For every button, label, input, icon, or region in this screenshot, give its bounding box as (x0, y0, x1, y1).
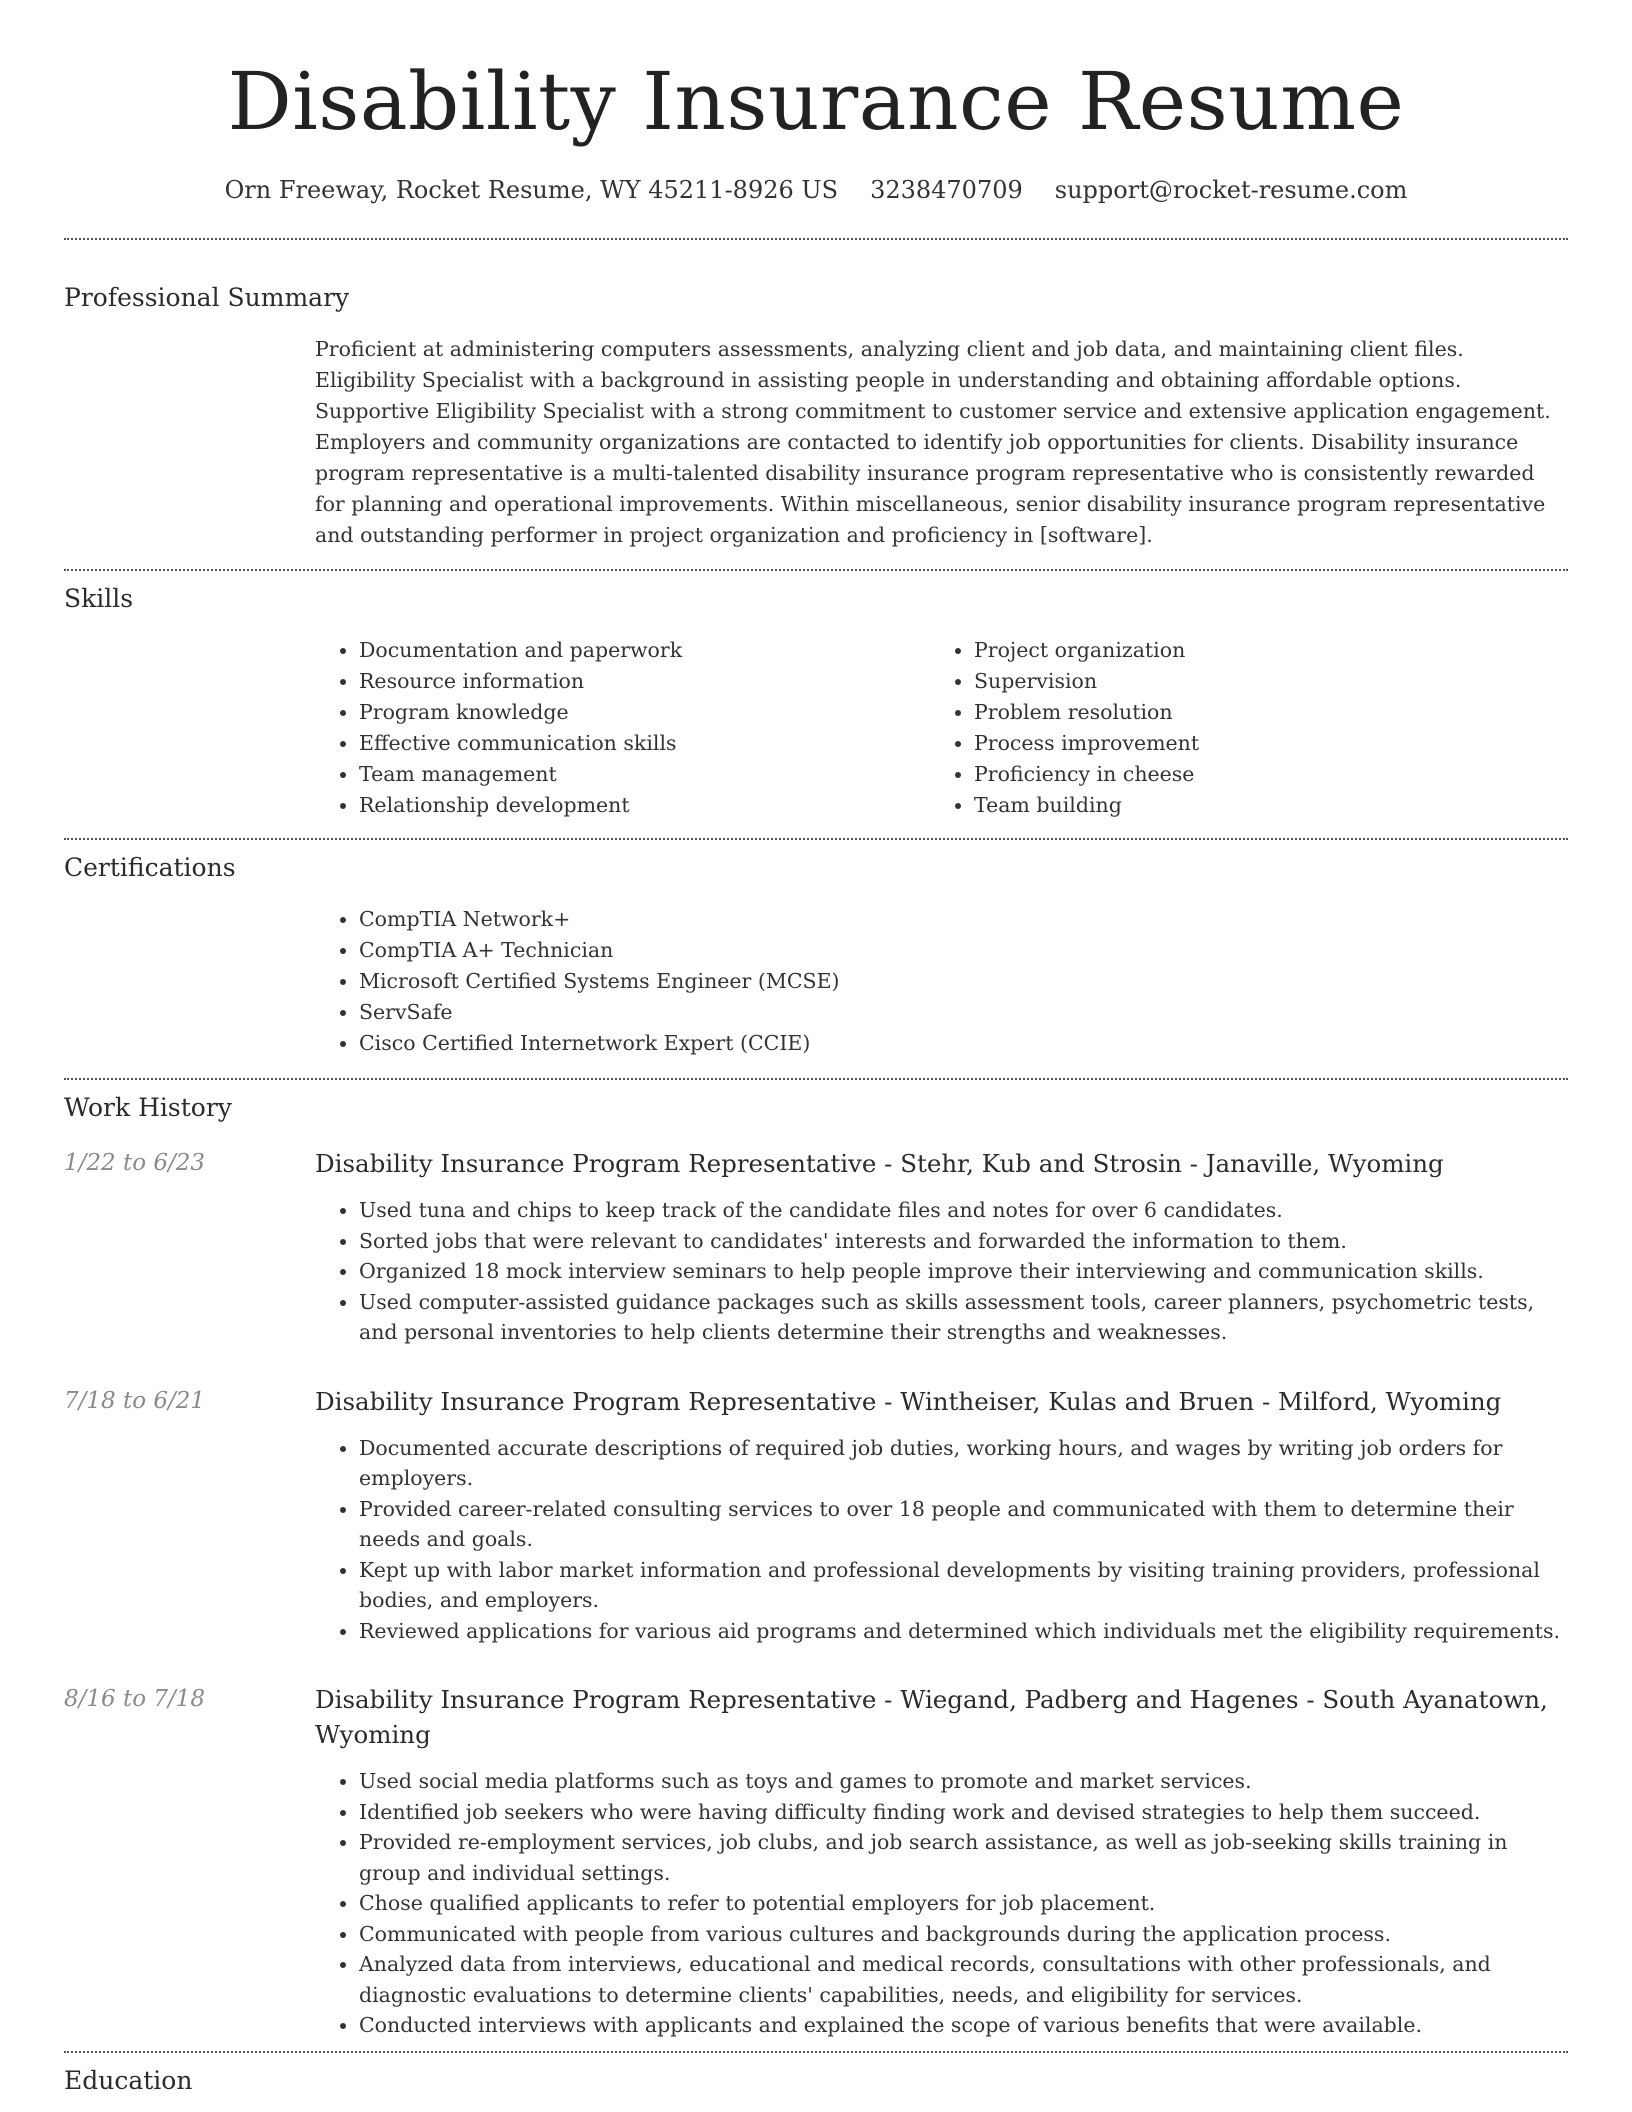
list-item: • Communicated with people from various cultures and backgrounds during the application process. (359, 1919, 1568, 1950)
job-entry (64, 1682, 1568, 2041)
job-title: Disability Insurance Program Representative - Wintheiser, Kulas and Bruen - Milford, Wyoming (315, 1386, 1502, 1416)
list-item: • Documentation and paperwork (359, 635, 930, 666)
job-bullets (315, 1433, 1568, 1647)
summary-heading: Professional Summary (64, 283, 350, 312)
education-section (64, 2065, 1568, 2097)
skills-left-list (315, 635, 930, 821)
list-item: • Microsoft Certified Systems Engineer (MCSE) (359, 966, 1568, 997)
list-item: • Process improvement (974, 728, 1545, 759)
list-item: • Team building (974, 790, 1545, 821)
list-item: • Relationship development (359, 790, 930, 821)
work-heading: Work History (64, 1093, 232, 1122)
resume-page (64, 0, 1568, 2097)
job-title: Disability Insurance Program Representative - Wiegand, Padberg and Hagenes - South Ayanatown, Wyoming (315, 1685, 1548, 1749)
certifications-divider (64, 1078, 1568, 1080)
list-item: • Reviewed applications for various aid programs and determined which individuals met the eligibility requirements. (359, 1616, 1568, 1647)
contact-email: support@rocket-resume.com (1054, 176, 1408, 204)
list-item: • Program knowledge (359, 697, 930, 728)
job-title: Disability Insurance Program Representative - Stehr, Kub and Strosin - Janaville, Wyoming (315, 1149, 1444, 1178)
header-divider (64, 238, 1568, 240)
skills-grid (315, 635, 1568, 821)
job-body (315, 1384, 1568, 1647)
list-item: • Problem resolution (974, 697, 1545, 728)
list-item: • Analyzed data from interviews, educational and medical records, consultations with other professionals, and diagnostic evaluations to determine clients' capabilities, needs, and eligibility for services. (359, 1949, 1568, 2010)
list-item: • Provided re-employment services, job clubs, and job search assistance, as well as job-seeking skills training in group and individual settings. (359, 1827, 1568, 1888)
contact-address: Orn Freeway, Rocket Resume, WY 45211-8926 US (224, 176, 839, 204)
work-divider (64, 2051, 1568, 2053)
job-date: 1/22 to 6/23 (64, 1150, 206, 1176)
certifications-heading: Certifications (64, 853, 236, 882)
resume-title: Disability Insurance Resume (227, 55, 1405, 148)
list-item: • Chose qualified applicants to refer to potential employers for job placement. (359, 1888, 1568, 1919)
job-body (315, 1682, 1568, 2041)
job-entry (64, 1384, 1568, 1647)
list-item: • Conducted interviews with applicants and explained the scope of various benefits that were available. (359, 2010, 1568, 2041)
list-item: • Team management (359, 759, 930, 790)
list-item: • Supervision (974, 666, 1545, 697)
certifications-list (315, 904, 1568, 1059)
list-item: • Resource information (359, 666, 930, 697)
job-bullets (315, 1195, 1568, 1348)
work-section (64, 1092, 1568, 2041)
list-item: • CompTIA Network+ (359, 904, 1568, 935)
job-bullets (315, 1766, 1568, 2041)
skills-right-list (930, 635, 1545, 821)
list-item: • Sorted jobs that were relevant to candidates' interests and forwarded the information to them. (359, 1226, 1568, 1257)
list-item: • CompTIA A+ Technician (359, 935, 1568, 966)
list-item: • Used social media platforms such as toys and games to promote and market services. (359, 1766, 1568, 1797)
list-item: • Organized 18 mock interview seminars to help people improve their interviewing and communication skills. (359, 1256, 1568, 1287)
skills-section (64, 583, 1568, 821)
list-item: • Documented accurate descriptions of required job duties, working hours, and wages by writing job orders for employers. (359, 1433, 1568, 1494)
education-heading: Education (64, 2065, 193, 2095)
summary-text: Proficient at administering computers assessments, analyzing client and job data, and maintaining client files. Eligibility Specialist with a background in assisting people in understanding and obtaining affordable options. Supportive Eligibility Specialist with a strong commitment to customer service and extensive application engagement. Employers and community organizations are contacted to identify job opportunities for clients. Disability insurance program representative is a multi-talented disability insurance program representative who is consistently rewarded for planning and operational improvements. Within miscellaneous, senior disability insurance program representative and outstanding performer in project organization and proficiency in [software]. (315, 337, 1551, 547)
contact-info (64, 174, 1568, 206)
skills-divider (64, 838, 1568, 840)
list-item: • ServSafe (359, 997, 1568, 1028)
list-item: • Used tuna and chips to keep track of the candidate files and notes for over 6 candidates. (359, 1195, 1568, 1226)
summary-divider (64, 569, 1568, 571)
job-entry (64, 1146, 1568, 1348)
contact-phone: 3238470709 (870, 176, 1023, 204)
list-item: • Project organization (974, 635, 1545, 666)
list-item: • Effective communication skills (359, 728, 930, 759)
list-item: • Used computer-assisted guidance packages such as skills assessment tools, career planners, psychometric tests, and personal inventories to help clients determine their strengths and weaknesses. (359, 1287, 1568, 1348)
list-item: • Proficiency in cheese (974, 759, 1545, 790)
list-item: • Provided career-related consulting services to over 18 people and communicated with them to determine their needs and goals. (359, 1494, 1568, 1555)
skills-heading: Skills (64, 584, 134, 613)
job-body (315, 1146, 1568, 1348)
job-date: 7/18 to 6/21 (64, 1387, 206, 1414)
list-item: • Cisco Certified Internetwork Expert (CCIE) (359, 1028, 1568, 1059)
summary-section (64, 282, 1568, 551)
list-item: • Kept up with labor market information and professional developments by visiting training providers, professional bodies, and employers. (359, 1555, 1568, 1616)
job-date: 8/16 to 7/18 (64, 1686, 206, 1712)
list-item: • Identified job seekers who were having difficulty finding work and devised strategies to help them succeed. (359, 1797, 1568, 1828)
certifications-section (64, 852, 1568, 1059)
